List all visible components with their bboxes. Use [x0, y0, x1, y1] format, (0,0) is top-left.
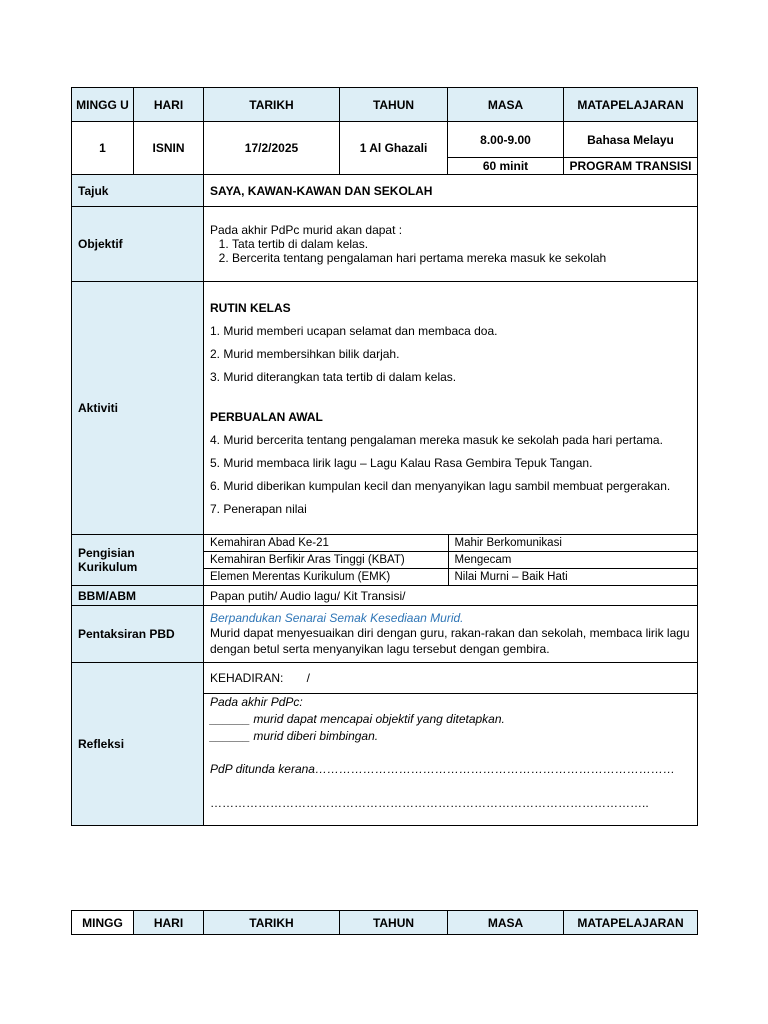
aktiviti-label: Aktiviti: [72, 282, 204, 535]
objektif-content: [204, 207, 698, 282]
aktiviti-item: 2. Murid membersihkan bilik darjah.: [210, 346, 400, 361]
kurikulum-content: [204, 535, 698, 586]
kurikulum-item-name: Kemahiran Abad Ke-21: [204, 535, 448, 552]
header-masa: MASA: [448, 88, 564, 122]
pbd-label: Pentaksiran PBD: [72, 606, 204, 663]
header-tarikh: TARIKH: [204, 88, 340, 122]
bbm-row: [72, 586, 698, 606]
pbd-row: [72, 606, 698, 663]
refleksi-label: Refleksi: [72, 663, 204, 826]
refleksi-line: PdP ditunda kerana………………………………………………………………………………: [210, 762, 675, 776]
kurikulum-row: [72, 535, 698, 586]
objektif-row: [72, 207, 698, 282]
aktiviti-section-rutin: RUTIN KELAS: [210, 300, 291, 315]
header-minggu: MINGG U: [72, 88, 134, 122]
aktiviti-item: 3. Murid diterangkan tata tertib di dalam kelas.: [210, 369, 457, 384]
objektif-list: [210, 237, 691, 265]
objektif-label: Objektif: [72, 207, 204, 282]
refleksi-content: [204, 694, 698, 826]
aktiviti-item: 4. Murid bercerita tentang pengalaman mereka masuk ke sekolah pada hari pertama.: [210, 432, 663, 447]
kurikulum-item-name: Kemahiran Berfikir Aras Tinggi (KBAT): [204, 552, 448, 569]
kurikulum-item: [204, 569, 697, 586]
tajuk-row: [72, 175, 698, 207]
pbd-text: Murid dapat menyesuaikan diri dengan guru, rakan-rakan dan sekolah, membaca lirik lagu dengan betul serta menyanyikan lagu tersebut dengan gembira.: [210, 626, 690, 656]
kurikulum-item: [204, 535, 697, 552]
masa-value: 8.00-9.00: [448, 122, 564, 158]
info-row-1: [72, 122, 698, 158]
kurikulum-item-value: Mahir Berkomunikasi: [448, 535, 697, 552]
masa-durasi: 60 minit: [448, 158, 564, 175]
aktiviti-item: 7. Penerapan nilai: [210, 501, 307, 516]
bbm-label: BBM/ABM: [72, 586, 204, 606]
header-minggu: MINGG: [72, 911, 134, 935]
pbd-guide: Berpandukan Senarai Semak Kesediaan Murid.: [210, 611, 464, 625]
minggu-value: 1: [72, 122, 134, 175]
header-hari: HARI: [134, 911, 204, 935]
hari-value: ISNIN: [134, 122, 204, 175]
bbm-value: Papan putih/ Audio lagu/ Kit Transisi/: [204, 586, 698, 606]
header-row: [72, 88, 698, 122]
refleksi-line: ………………………………………………………………………………………………..: [210, 796, 649, 810]
objektif-intro: Pada akhir PdPc murid akan dapat :: [210, 223, 403, 237]
kehadiran-field: KEHADIRAN: /: [204, 663, 698, 694]
aktiviti-section-perbualan: PERBUALAN AWAL: [210, 409, 323, 424]
tajuk-label: Tajuk: [72, 175, 204, 207]
tajuk-value: SAYA, KAWAN-KAWAN DAN SEKOLAH: [204, 175, 698, 207]
aktiviti-item: 1. Murid memberi ucapan selamat dan membaca doa.: [210, 323, 498, 338]
lesson-plan-table-2: [71, 910, 698, 935]
header-tarikh: TARIKH: [204, 911, 340, 935]
aktiviti-row: [72, 282, 698, 535]
refleksi-line: ______ murid dapat mencapai objektif yang ditetapkan.: [210, 712, 505, 726]
header-tahun: TAHUN: [340, 88, 448, 122]
header-masa: MASA: [448, 911, 564, 935]
header-matapelajaran: MATAPELAJARAN: [564, 911, 698, 935]
kurikulum-table: [204, 535, 697, 585]
kurikulum-label: Pengisian Kurikulum: [72, 535, 204, 586]
pbd-content: [204, 606, 698, 663]
program-value: PROGRAM TRANSISI: [564, 158, 698, 175]
header-row-2: [72, 911, 698, 935]
objektif-item: 1. Tata tertib di dalam kelas.: [232, 237, 691, 251]
refleksi-row-1: [72, 663, 698, 694]
objektif-item: 2. Bercerita tentang pengalaman hari pertama mereka masuk ke sekolah: [232, 251, 691, 265]
tahun-value: 1 Al Ghazali: [340, 122, 448, 175]
aktiviti-item: 5. Murid membaca lirik lagu – Lagu Kalau Rasa Gembira Tepuk Tangan.: [210, 455, 593, 470]
refleksi-line: ______ murid diberi bimbingan.: [210, 729, 379, 743]
header-hari: HARI: [134, 88, 204, 122]
kurikulum-item-name: Elemen Merentas Kurikulum (EMK): [204, 569, 448, 586]
subjek-value: Bahasa Melayu: [564, 122, 698, 158]
aktiviti-item: 6. Murid diberikan kumpulan kecil dan menyanyikan lagu sambil membuat pergerakan.: [210, 478, 671, 493]
kurikulum-item-value: Nilai Murni – Baik Hati: [454, 571, 568, 583]
header-matapelajaran: MATAPELAJARAN: [564, 88, 698, 122]
refleksi-line: Pada akhir PdPc:: [210, 695, 303, 709]
kurikulum-item-value: Mengecam: [448, 552, 697, 569]
aktiviti-content: [204, 282, 698, 535]
tarikh-value: 17/2/2025: [204, 122, 340, 175]
kurikulum-item: [204, 552, 697, 569]
lesson-plan-table: [71, 87, 698, 826]
header-tahun: TAHUN: [340, 911, 448, 935]
